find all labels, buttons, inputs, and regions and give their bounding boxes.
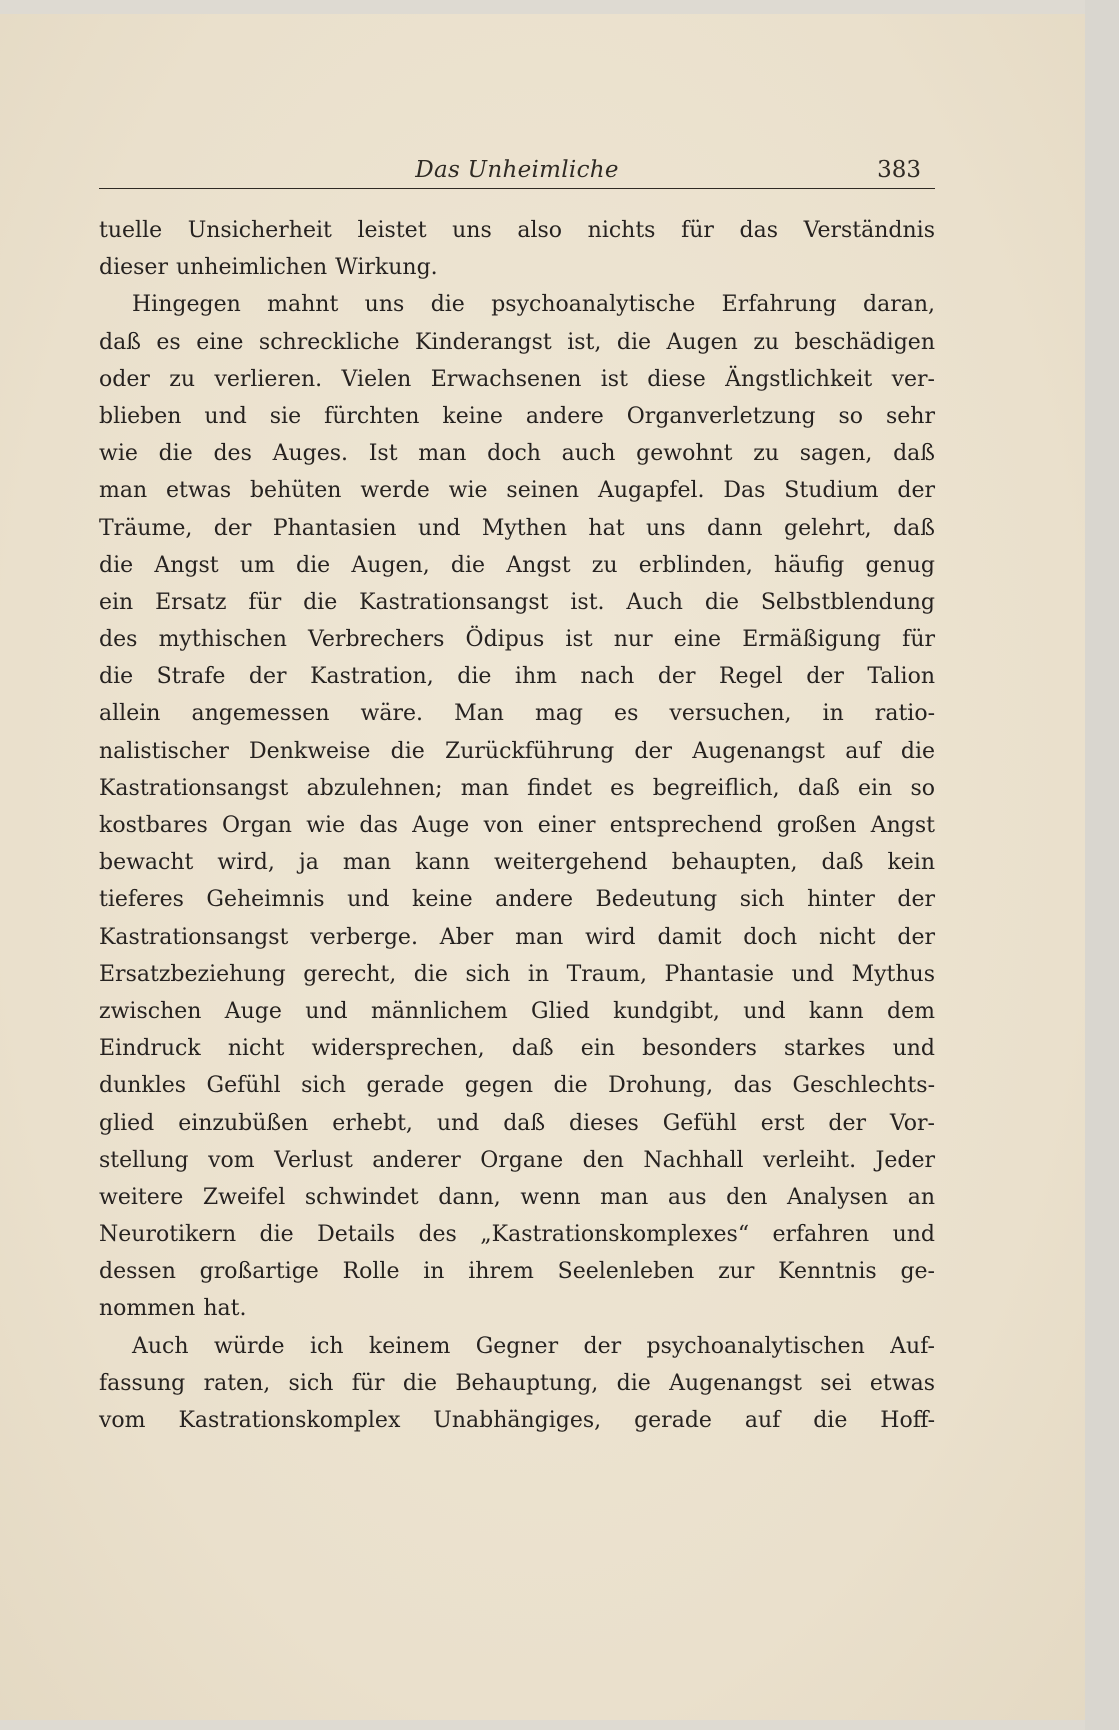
text-line: stellung vom Verlust anderer Organe den Nachhall verleiht. Jeder: [99, 1147, 935, 1173]
text-line: oder zu verlieren. Vielen Erwachsenen ist diese Ängstlichkeit ver-: [99, 366, 935, 392]
text-line: bewacht wird, ja man kann weitergehend behaupten, daß kein: [99, 850, 935, 876]
text-line: Eindruck nicht widersprechen, daß ein besonders starkes und: [99, 1036, 935, 1062]
text-line: allein angemessen wäre. Man mag es versuchen, in ratio-: [99, 701, 935, 727]
text-line: ein Ersatz für die Kastrationsangst ist. Auch die Selbstblendung: [99, 589, 935, 615]
header-rule: [99, 188, 935, 189]
text-line: Ersatzbeziehung gerecht, die sich in Traum, Phantasie und Mythus: [99, 961, 935, 987]
text-line: Hingegen mahnt uns die psychoanalytische Erfahrung daran,: [132, 292, 935, 318]
text-line: die Angst um die Augen, die Angst zu erblinden, häufig genug: [99, 552, 935, 578]
text-line: weitere Zweifel schwindet dann, wenn man aus den Analysen an: [99, 1184, 935, 1210]
text-line: wie die des Auges. Ist man doch auch gewohnt zu sagen, daß: [99, 441, 935, 467]
running-title: Das Unheimliche: [415, 157, 619, 183]
text-line: Träume, der Phantasien und Mythen hat uns dann gelehrt, daß: [99, 515, 935, 541]
text-line: tuelle Unsicherheit leistet uns also nichts für das Verständnis: [99, 218, 935, 243]
text-line: dessen großartige Rolle in ihrem Seelenleben zur Kenntnis ge-: [99, 1259, 935, 1285]
text-line: nalistischer Denkweise die Zurückführung der Augenangst auf die: [99, 738, 935, 764]
running-head: [99, 147, 935, 189]
page-number: 383: [877, 157, 921, 183]
text-line: kostbares Organ wie das Auge von einer entsprechend großen Angst: [99, 813, 935, 838]
text-line: fassung raten, sich für die Behauptung, die Augenangst sei etwas: [99, 1370, 935, 1396]
text-line: nommen hat.: [99, 1296, 247, 1322]
text-line: daß es eine schreckliche Kinderangst ist, die Augen zu beschädigen: [99, 329, 935, 355]
text-line: blieben und sie fürchten keine andere Organverletzung so sehr: [99, 403, 935, 429]
text-line: die Strafe der Kastration, die ihm nach der Regel der Talion: [99, 664, 935, 690]
scan-margin: [1085, 0, 1119, 1730]
text-line: Kastrationsangst abzulehnen; man findet es begreiflich, daß ein so: [99, 775, 935, 801]
body-text: [99, 212, 935, 1439]
text-line: vom Kastrationskomplex Unabhängiges, gerade auf die Hoff-: [99, 1408, 935, 1433]
text-line: des mythischen Verbrechers Ödipus ist nur eine Ermäßigung für: [99, 627, 935, 653]
text-line: Kastrationsangst verberge. Aber man wird damit doch nicht der: [99, 924, 935, 950]
text-line: man etwas behüten werde wie seinen Augapfel. Das Studium der: [99, 478, 935, 504]
text-line: zwischen Auge und männlichem Glied kundgibt, und kann dem: [99, 998, 935, 1024]
text-line: glied einzubüßen erhebt, und daß dieses Gefühl erst der Vor-: [99, 1110, 935, 1136]
text-line: dieser unheimlichen Wirkung.: [99, 255, 438, 281]
text-line: Neurotikern die Details des „Kastrationskomplexes“ erfahren und: [99, 1222, 935, 1248]
text-line: Auch würde ich keinem Gegner der psychoanalytischen Auf-: [132, 1333, 935, 1359]
text-line: dunkles Gefühl sich gerade gegen die Drohung, das Geschlechts-: [99, 1073, 935, 1099]
text-line: tieferes Geheimnis und keine andere Bedeutung sich hinter der: [99, 887, 935, 913]
